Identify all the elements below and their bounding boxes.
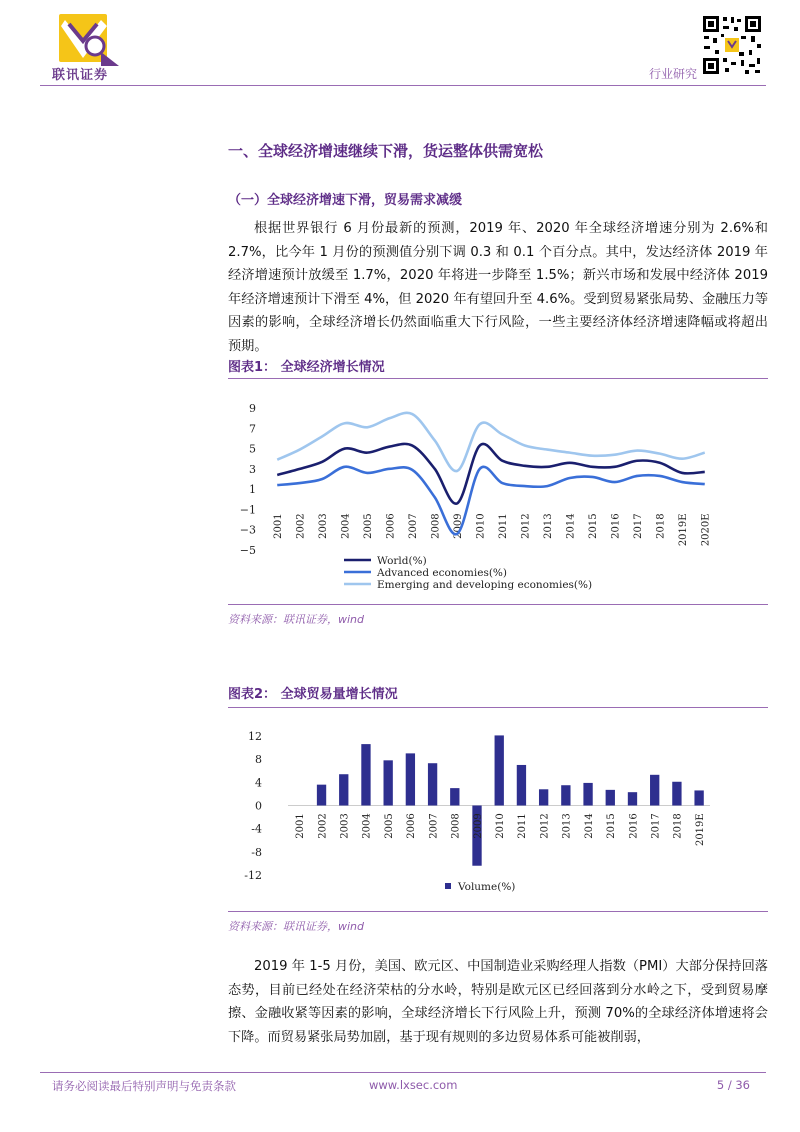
subsection-heading: （一）全球经济增速下滑，贸易需求减缓 (228, 193, 463, 208)
x-tick-label: 2003 (339, 813, 351, 839)
y-tick-label: 9 (249, 402, 256, 415)
x-tick-label: 2015 (588, 513, 600, 539)
bar (606, 790, 615, 806)
legend-label: Advanced economies(%) (377, 567, 507, 579)
x-tick-label: 2012 (539, 813, 551, 839)
bar (628, 792, 637, 805)
legend-label: Volume(%) (458, 881, 516, 893)
bar (517, 765, 526, 806)
x-tick-label: 2007 (408, 513, 420, 539)
section-heading: 一、全球经济增速继续下滑，货运整体供需宽松 (228, 142, 544, 160)
x-tick-label: 2006 (406, 813, 418, 839)
y-tick-label: 0 (255, 799, 262, 813)
y-tick-label: -8 (251, 845, 262, 859)
bar (694, 790, 703, 805)
x-tick-label: 2001 (295, 813, 307, 839)
logo-text: 联讯证券 (52, 68, 109, 83)
legend-swatch (445, 883, 451, 889)
x-tick-label: 2019E (694, 813, 706, 847)
bar (339, 774, 348, 805)
figure-2-source: 资料来源：联讯证券，wind (228, 920, 365, 933)
bar (450, 788, 459, 805)
y-tick-label: -12 (244, 869, 262, 882)
x-tick-label: 2018 (655, 513, 667, 539)
x-tick-label: 2009 (472, 813, 484, 839)
x-tick-label: 2017 (650, 813, 662, 839)
x-tick-label: 2014 (565, 513, 577, 539)
bar (406, 753, 415, 805)
page-number: 5 / 36 (716, 1078, 750, 1092)
x-tick-label: 2008 (430, 513, 442, 539)
y-tick-label: 4 (255, 776, 262, 790)
x-tick-label: 2011 (498, 513, 510, 539)
x-tick-label: 2016 (628, 813, 640, 839)
x-tick-label: 2010 (495, 813, 506, 839)
y-tick-label: 12 (248, 730, 262, 743)
figure-1-title: 图表1： 全球经济增长情况 (228, 360, 385, 375)
x-tick-label: 2004 (340, 513, 352, 539)
bar (317, 785, 326, 806)
bar (650, 775, 659, 806)
x-tick-label: 2013 (561, 813, 573, 839)
x-tick-label: 2010 (475, 513, 487, 539)
x-tick-label: 2003 (318, 513, 330, 539)
x-tick-label: 2007 (428, 813, 440, 839)
y-tick-label: −3 (239, 523, 256, 537)
footer-website-link[interactable]: www.lxsec.com (369, 1078, 458, 1092)
figure-1-source: 资料来源：联讯证券，wind (228, 613, 365, 626)
bar (561, 785, 570, 805)
bar (539, 789, 548, 805)
bar (672, 782, 681, 806)
bar (495, 735, 504, 805)
bar (384, 760, 393, 805)
y-tick-label: −1 (239, 503, 256, 517)
x-tick-label: 2008 (450, 813, 462, 839)
y-tick-label: 3 (249, 462, 256, 476)
x-tick-label: 2002 (317, 813, 329, 839)
y-tick-label: 5 (249, 442, 256, 456)
figure-1-bottom-rule (228, 604, 768, 605)
x-tick-label: 2011 (517, 813, 529, 839)
bar-chart-trade-volume (228, 709, 768, 909)
footer-divider (40, 1072, 766, 1073)
bar (361, 744, 370, 805)
y-tick-label: -4 (251, 822, 262, 836)
x-tick-label: 2006 (385, 513, 397, 539)
bar (583, 783, 592, 806)
figure-1-top-rule (228, 378, 768, 379)
x-tick-label: 2005 (383, 813, 395, 839)
y-tick-label: −5 (239, 544, 256, 557)
y-tick-label: 7 (249, 422, 256, 436)
bar (428, 763, 437, 805)
x-tick-label: 2001 (273, 513, 285, 539)
section-label: 行业研究 (648, 67, 697, 81)
x-tick-label: 2019E (678, 513, 690, 547)
x-tick-label: 2009 (453, 513, 465, 539)
x-tick-label: 2004 (361, 813, 373, 839)
body-paragraph-1: 根据世界银行 6 月份最新的预测，2019 年、2020 年全球经济增速分别为 2.6%和 2.7%，比今年 1 月份的预测值分别下调 0.3 和 0.1 个百分点。其中，发达经济体 2019 年经济增速预计放缓至 1.7%，2020 年将进一步降至 1.5%；新兴市场和发展中经济体 2019 年经济增速预计下滑至 4%，但 2020 年有望回升至 4.6%。受到贸易紧张局势、金融压力等因素的影响，全球经济增长仍然面临重大下行风险，一些主要经济体经济增速降幅或将超出预期。 (228, 221, 768, 354)
x-tick-label: 2005 (363, 513, 375, 539)
x-tick-label: 2013 (543, 513, 555, 539)
x-tick-label: 2020E (700, 513, 712, 547)
body-paragraph-2: 2019 年 1-5 月份，美国、欧元区、中国制造业采购经理人指数（PMI）大部分保持回落态势，目前已经处在经济荣枯的分水岭，特别是欧元区已经回落到分水岭之下，受到贸易摩擦、金融收紧等因素的影响，全球经济增长下行风险上升，预测 70%的全球经济体增速将会下降。而贸易紧张局势加剧，基于现有规则的多边贸易体系可能被削弱， (228, 959, 768, 1045)
x-tick-label: 2002 (295, 513, 307, 539)
header-divider (40, 85, 766, 86)
y-tick-label: 8 (255, 753, 262, 767)
figure-2-bottom-rule (228, 911, 768, 912)
figure-2-top-rule (228, 707, 768, 708)
legend-label: World(%) (377, 555, 427, 567)
x-tick-label: 2017 (633, 513, 645, 539)
x-tick-label: 2012 (520, 513, 532, 539)
footer-disclaimer[interactable]: 请务必阅读最后特别声明与免责条款 (52, 1079, 236, 1093)
x-tick-label: 2018 (672, 813, 684, 839)
legend-label: Emerging and developing economies(%) (377, 579, 593, 591)
line-chart-global-growth (228, 380, 768, 602)
x-tick-label: 2016 (610, 513, 622, 539)
series-line-0 (277, 444, 705, 504)
figure-2-title: 图表2： 全球贸易量增长情况 (228, 687, 398, 702)
qr-code-icon (701, 14, 763, 76)
x-tick-label: 2015 (606, 813, 618, 839)
series-line-2 (277, 413, 705, 471)
x-tick-label: 2014 (583, 813, 595, 839)
y-tick-label: 1 (249, 483, 256, 497)
